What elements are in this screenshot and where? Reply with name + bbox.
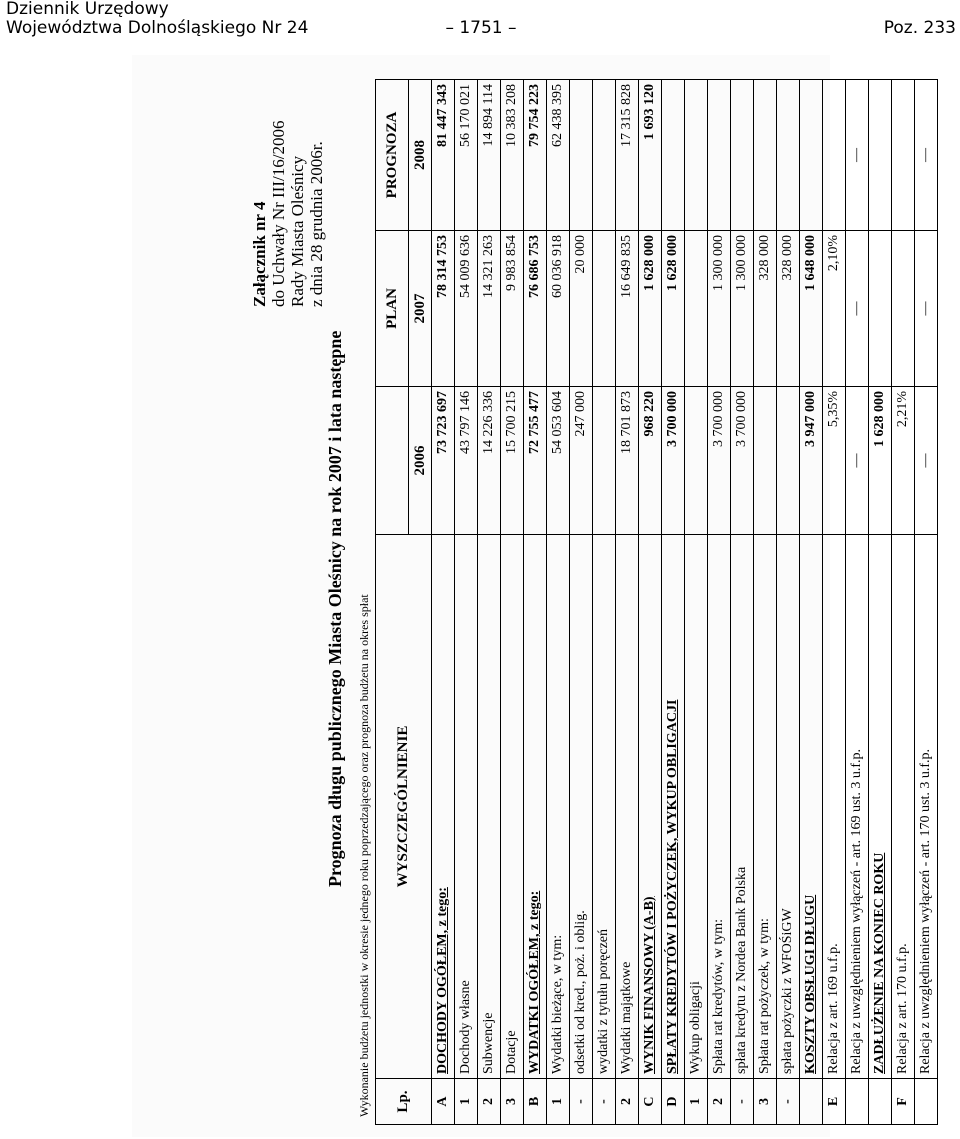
row-value-2008: 14 894 114 [478, 80, 501, 231]
row-label: Spłata rat pożyczek, w tym: [754, 535, 777, 1079]
row-value-2006: 14 226 336 [478, 387, 501, 535]
row-value-2008 [869, 80, 892, 231]
row-value-2006: 3 700 000 [662, 387, 685, 535]
row-value-2008 [754, 80, 777, 231]
row-label: SPŁATY KREDYTÓW I POŻYCZEK, WYKUP OBLIGACJI [662, 535, 685, 1079]
row-value-2008: 81 447 343 [432, 80, 455, 231]
document-subtitle: Wykonanie budżetu jednostki w okresie jednego roku poprzedzającego oraz prognoza budżetu na okres spłat [357, 594, 371, 1117]
row-lp [800, 1079, 823, 1125]
row-lp: B [524, 1079, 547, 1125]
attachment-line-4: z dnia 28 grudnia 2006r. [307, 141, 326, 307]
row-lp [915, 1079, 938, 1125]
row-value-2006 [593, 387, 616, 535]
row-value-2006 [685, 387, 708, 535]
row-value-2007 [892, 231, 915, 387]
row-value-2007: 78 314 753 [432, 231, 455, 387]
row-label: Spłata rat kredytów, w tym: [708, 535, 731, 1079]
row-value-2006 [777, 387, 800, 535]
header-year-2007: 2007 [409, 231, 432, 387]
header-prognoza: PROGNOZA [376, 80, 409, 231]
table-row [731, 80, 754, 1125]
row-label: Relacja z art. 169 u.f.p. [823, 535, 846, 1079]
row-value-2006: 15 700 215 [501, 387, 524, 535]
row-label: Relacja z uwzględnieniem wyłączeń - art. 169 ust. 3 u.f.p. [846, 535, 869, 1079]
row-value-2006: 5,35% [823, 387, 846, 535]
row-value-2008: 17 315 828 [616, 80, 639, 231]
row-value-2006: 3 700 000 [731, 387, 754, 535]
attachment-note [250, 121, 326, 308]
row-label: ZADŁUŻENIE NA KONIEC ROKU [869, 535, 892, 1079]
table-row [570, 80, 593, 1125]
row-value-2006: — [846, 387, 869, 535]
document-title: Prognoza długu publicznego Miasta Oleśnicy na rok 2007 i lata następne [325, 330, 345, 887]
row-value-2006: 18 701 873 [616, 387, 639, 535]
header-year-2008: 2008 [409, 80, 432, 231]
row-lp: - [593, 1079, 616, 1125]
row-value-2007: — [915, 231, 938, 387]
row-value-2007: 1 648 000 [800, 231, 823, 387]
table-row [455, 80, 478, 1125]
row-lp: 2 [708, 1079, 731, 1125]
attachment-line-2: do Uchwały Nr III/16/2006 [269, 120, 288, 307]
row-label: spłata pożyczki z WFOŚiGW [777, 535, 800, 1079]
row-value-2008 [800, 80, 823, 231]
row-lp: - [777, 1079, 800, 1125]
table-row [869, 80, 892, 1125]
header-empty [376, 387, 409, 535]
table-row [823, 80, 846, 1125]
row-value-2006: 1 628 000 [869, 387, 892, 535]
table-row [432, 80, 455, 1125]
row-value-2007: 54 009 636 [455, 231, 478, 387]
table-row [593, 80, 616, 1125]
table-row [478, 80, 501, 1125]
row-value-2008: 62 438 395 [547, 80, 570, 231]
row-label: odsetki od kred., poż. i oblig. [570, 535, 593, 1079]
row-lp: E [823, 1079, 846, 1125]
row-value-2007: 1 300 000 [708, 231, 731, 387]
table-body [432, 80, 938, 1125]
rotated-document [132, 55, 933, 1137]
row-lp: D [662, 1079, 685, 1125]
row-value-2007 [869, 231, 892, 387]
debt-forecast-table [375, 79, 938, 1125]
row-value-2006: 2,21% [892, 387, 915, 535]
table-row [800, 80, 823, 1125]
row-lp: 1 [455, 1079, 478, 1125]
row-value-2008 [570, 80, 593, 231]
row-value-2006: 54 053 604 [547, 387, 570, 535]
scanned-page [132, 55, 933, 1137]
row-value-2008 [731, 80, 754, 231]
attachment-line-3: Rady Miasta Oleśnicy [288, 155, 307, 307]
table-row [846, 80, 869, 1125]
row-label: Relacja z art. 170 u.f.p. [892, 535, 915, 1079]
row-value-2006: — [915, 387, 938, 535]
row-label: KOSZTY OBSŁUGI DŁUGU [800, 535, 823, 1079]
row-value-2007 [685, 231, 708, 387]
table-row [616, 80, 639, 1125]
table-row [662, 80, 685, 1125]
row-value-2008: 1 693 120 [639, 80, 662, 231]
position-number: Poz. 233 [883, 18, 956, 38]
table-row [524, 80, 547, 1125]
row-value-2006: 3 947 000 [800, 387, 823, 535]
row-lp: 2 [478, 1079, 501, 1125]
row-value-2006: 247 000 [570, 387, 593, 535]
journal-subtitle: Województwa Dolnośląskiego Nr 24 [6, 18, 309, 38]
row-value-2007: 328 000 [754, 231, 777, 387]
row-value-2007: 1 628 000 [662, 231, 685, 387]
row-value-2006: 72 755 477 [524, 387, 547, 535]
row-value-2007: 2,10% [823, 231, 846, 387]
table-row [754, 80, 777, 1125]
row-value-2008 [823, 80, 846, 231]
row-label: Dochody własne [455, 535, 478, 1079]
row-lp: C [639, 1079, 662, 1125]
row-lp [846, 1079, 869, 1125]
row-label: Dotacje [501, 535, 524, 1079]
row-label: DOCHODY OGÓŁEM, z tego: [432, 535, 455, 1079]
table-row [685, 80, 708, 1125]
row-value-2008 [685, 80, 708, 231]
row-label: WYNIK FINANSOWY (A-B) [639, 535, 662, 1079]
row-value-2008 [593, 80, 616, 231]
row-value-2008 [892, 80, 915, 231]
row-lp: A [432, 1079, 455, 1125]
row-value-2006: 3 700 000 [708, 387, 731, 535]
table-row [501, 80, 524, 1125]
row-value-2007: 1 628 000 [639, 231, 662, 387]
table-row [639, 80, 662, 1125]
attachment-line-1: Załącznik nr 4 [250, 201, 269, 307]
row-value-2007 [593, 231, 616, 387]
row-value-2007: 60 036 918 [547, 231, 570, 387]
row-value-2006: 73 723 697 [432, 387, 455, 535]
row-lp: 3 [501, 1079, 524, 1125]
journal-title: Dziennik Urzędowy [6, 0, 169, 19]
row-lp: - [731, 1079, 754, 1125]
row-value-2008 [708, 80, 731, 231]
table-row [892, 80, 915, 1125]
row-lp [869, 1079, 892, 1125]
row-lp: 1 [547, 1079, 570, 1125]
table-row [777, 80, 800, 1125]
row-lp: - [570, 1079, 593, 1125]
header-lp: Lp. [376, 1079, 432, 1125]
row-value-2008: — [915, 80, 938, 231]
row-label: Wykup obligacji [685, 535, 708, 1079]
row-label: spłata kredytu z Nordea Bank Polska [731, 535, 754, 1079]
row-value-2006 [754, 387, 777, 535]
row-value-2007: 16 649 835 [616, 231, 639, 387]
row-value-2006: 968 220 [639, 387, 662, 535]
row-value-2006: 43 797 146 [455, 387, 478, 535]
row-value-2008 [777, 80, 800, 231]
row-value-2008: 56 170 021 [455, 80, 478, 231]
row-lp: F [892, 1079, 915, 1125]
row-label: Subwencje [478, 535, 501, 1079]
row-value-2007: 76 686 753 [524, 231, 547, 387]
row-value-2007: 328 000 [777, 231, 800, 387]
row-lp: 3 [754, 1079, 777, 1125]
table-row [708, 80, 731, 1125]
header-plan: PLAN [376, 231, 409, 387]
table-row [915, 80, 938, 1125]
row-value-2008 [662, 80, 685, 231]
row-label: Wydatki bieżące, w tym: [547, 535, 570, 1079]
header-description: WYSZCZEGÓLNIENIE [376, 535, 432, 1079]
header-year-2006: 2006 [409, 387, 432, 535]
row-value-2007: 14 321 263 [478, 231, 501, 387]
row-value-2007: 1 300 000 [731, 231, 754, 387]
page-header [6, 0, 956, 40]
row-lp: 1 [685, 1079, 708, 1125]
row-value-2008: 79 754 223 [524, 80, 547, 231]
row-value-2008: — [846, 80, 869, 231]
row-label: Wydatki majątkowe [616, 535, 639, 1079]
row-lp: 2 [616, 1079, 639, 1125]
page-number: – 1751 – [445, 18, 517, 38]
row-value-2007: 20 000 [570, 231, 593, 387]
row-value-2007: 9 983 854 [501, 231, 524, 387]
row-label: WYDATKI OGÓŁEM, z tego: [524, 535, 547, 1079]
row-label: Relacja z uwzględnieniem wyłączeń - art. 170 ust. 3 u.f.p. [915, 535, 938, 1079]
row-value-2007: — [846, 231, 869, 387]
row-label: wydatki z tytułu poręczeń [593, 535, 616, 1079]
row-value-2008: 10 383 208 [501, 80, 524, 231]
table-row [547, 80, 570, 1125]
